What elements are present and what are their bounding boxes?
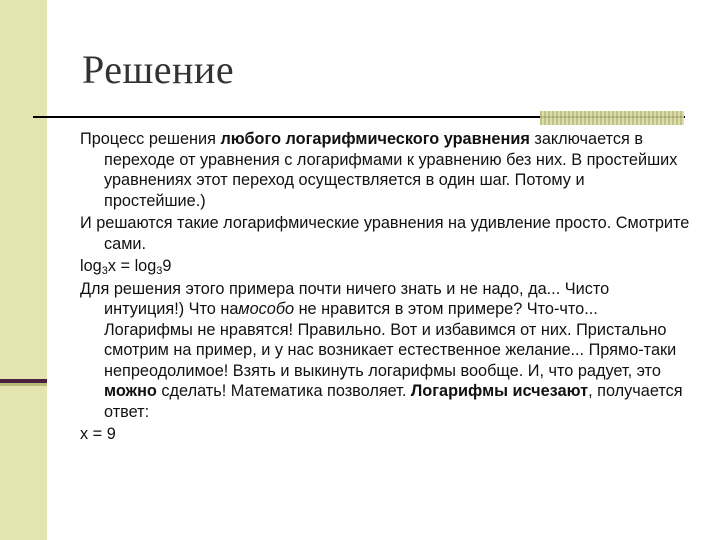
bold-text: Логарифмы исчезают (410, 382, 589, 400)
title-rule-accent-block (540, 111, 684, 125)
bold-text: любого логарифмического уравнения (220, 130, 530, 148)
bold-text: можно (104, 382, 157, 400)
slide-title: Решение (82, 47, 235, 92)
paragraph-process (80, 129, 690, 211)
text-run: сделать! Математика позволяет. (156, 382, 411, 400)
text-run: заключается в переходе от уравнения с логарифмами к уравнению без них. В простейших уравнениях этот переход осуществляется в один шаг. Потому и простейшие.) (104, 130, 678, 210)
log-text: log (80, 257, 102, 275)
paragraph-simple: И решаются такие логарифмические уравнения на удивление просто. Смотрите сами. (80, 214, 690, 253)
log-base: 3 (101, 265, 108, 277)
slide-content (80, 129, 690, 447)
equation-line (80, 256, 690, 277)
log-argument: 9 (162, 257, 172, 275)
decorative-side-band (0, 0, 47, 540)
log-argument: x = (107, 257, 135, 275)
text-run: Для решения этого примера почти ничего знать и не надо, да... Чисто интуиция!) Что на (80, 279, 610, 318)
log-text: log (134, 257, 157, 275)
text-run: Процесс решения (80, 130, 221, 148)
answer-line: x = 9 (80, 425, 116, 443)
italic-text: мособо (238, 300, 295, 318)
paragraph-explanation (80, 279, 690, 423)
text-run: не нравится в этом примере? Что-что... Логарифмы не нравятся! Правильно. Вот и избавимся от них. Пристально смотрим на пример, и у нас возникает естественное желание... Прямо-таки непреодолимое! Взять и выкинуть логарифмы вообще. И, что радует, это (104, 300, 677, 380)
side-band-divider-olive (0, 383, 47, 386)
text-run: , получается ответ: (104, 382, 683, 421)
log-base: 3 (156, 265, 163, 277)
